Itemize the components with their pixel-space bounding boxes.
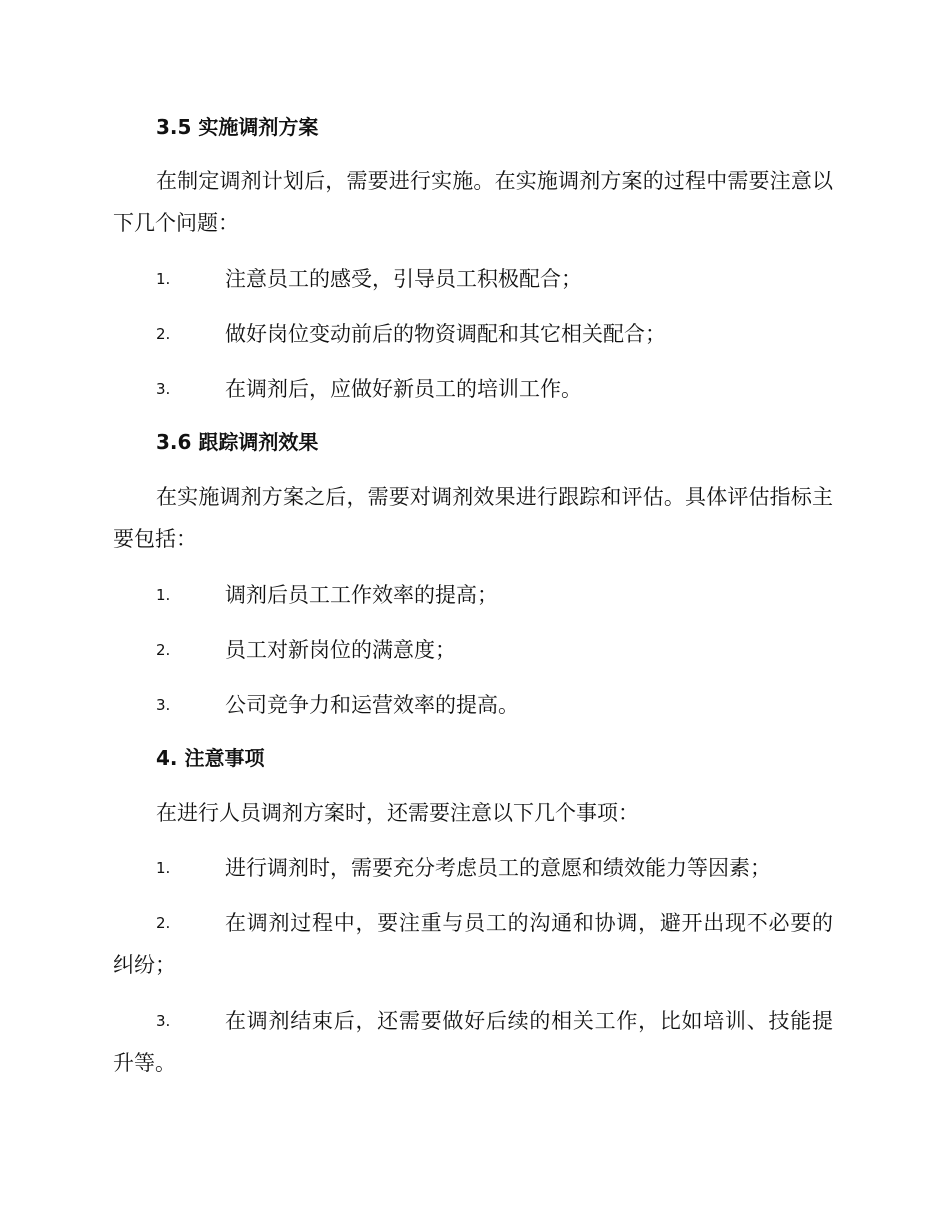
list-number: 3. <box>156 380 171 398</box>
section-heading: 3.6 跟踪调剂效果 <box>156 430 319 454</box>
list-text: 员工对新岗位的满意度； <box>225 638 456 662</box>
list-text: 在调剂结束后，还需要做好后续的相关工作，比如培训、技能提升等。 <box>113 1009 833 1075</box>
list-text: 在调剂后，应做好新员工的培训工作。 <box>225 377 582 401</box>
paragraph: 在实施调剂方案之后，需要对调剂效果进行跟踪和评估。具体评估指标主要包括： <box>113 485 833 551</box>
paragraph: 在制定调剂计划后，需要进行实施。在实施调剂方案的过程中需要注意以下几个问题： <box>113 169 833 235</box>
list-item <box>113 313 833 355</box>
list-text: 进行调剂时，需要充分考虑员工的意愿和绩效能力等因素； <box>225 856 771 880</box>
list-text: 做好岗位变动前后的物资调配和其它相关配合； <box>225 322 666 346</box>
list-number: 2. <box>156 641 171 659</box>
list-item <box>113 629 833 671</box>
list-item <box>113 258 833 300</box>
section-heading: 4. 注意事项 <box>156 746 265 770</box>
list-number: 1. <box>156 270 171 288</box>
list-text: 注意员工的感受，引导员工积极配合； <box>225 267 582 291</box>
list-item <box>113 847 833 889</box>
list-number: 1. <box>156 586 171 604</box>
list-number: 2. <box>156 325 171 343</box>
list-text: 公司竞争力和运营效率的提高。 <box>225 693 519 717</box>
list-item <box>113 1000 833 1084</box>
section-heading: 3.5 实施调剂方案 <box>156 115 319 139</box>
list-item <box>113 574 833 616</box>
list-item <box>113 684 833 726</box>
list-number: 2. <box>156 914 171 932</box>
list-text: 在调剂过程中，要注重与员工的沟通和协调，避开出现不必要的纠纷； <box>113 911 833 977</box>
list-number: 3. <box>156 696 171 714</box>
paragraph: 在进行人员调剂方案时，还需要注意以下几个事项： <box>156 801 639 825</box>
list-number: 3. <box>156 1012 171 1030</box>
list-number: 1. <box>156 859 171 877</box>
list-item <box>113 902 833 986</box>
list-text: 调剂后员工工作效率的提高； <box>225 583 498 607</box>
list-item <box>113 368 833 410</box>
